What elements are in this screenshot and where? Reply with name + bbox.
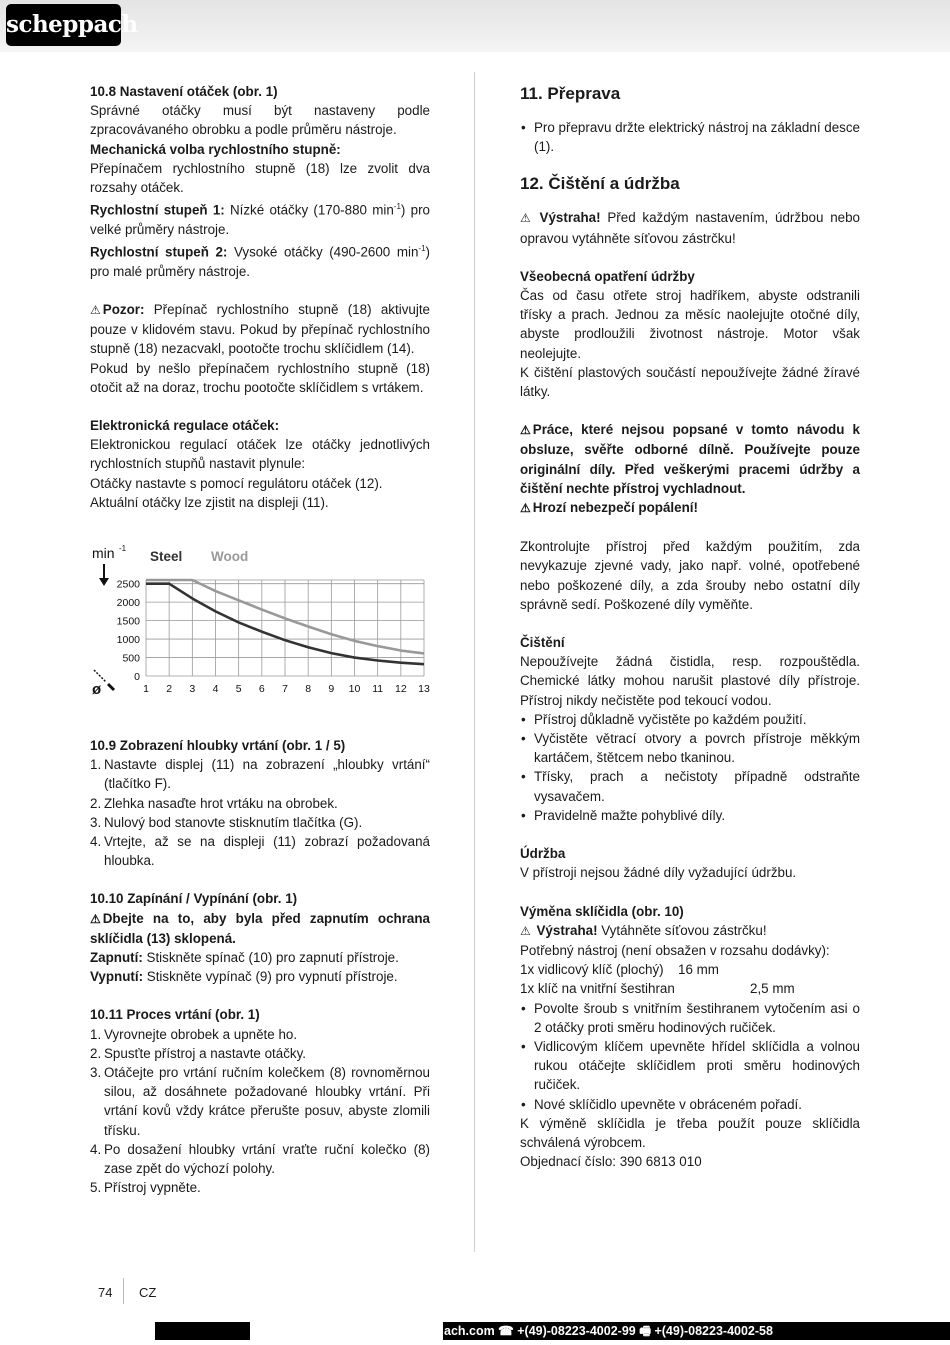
subheading: Údržba [520,846,566,862]
label: Rychlostní stupeň 1: [90,202,225,218]
paragraph: Aktuální otáčky lze zjistit na displeji (11). [90,494,329,510]
superscript: -1 [393,202,401,212]
text: Vysoké otáčky (490-2600 min [227,244,419,260]
right-column [520,82,860,1171]
y-tick-label: 1500 [116,615,140,628]
subheading: Elektronická regulace otáček: [90,417,280,433]
list-item: 4. Vrtejte, až se na displeji (11) zobrazí požadovaná hloubka. [90,834,430,869]
paragraph: Zapnutí: Stiskněte spínač (10) pro zapnutí přístroje. [90,950,399,966]
subheading: Výměna sklíčidla (obr. 10) [520,903,684,919]
x-tick-label: 12 [394,683,407,695]
y-tick-label: 500 [122,652,140,665]
warning-icon: ⚠ [520,501,531,516]
y-axis-label: min [92,545,115,561]
page-header [0,0,950,52]
list-item: 3. Nulový bod stanovte stisknutím tlačítka (G). [90,814,363,830]
legend-label-steel: Steel [150,549,183,564]
x-tick-label: 6 [258,683,265,695]
warning-icon: ⚠ [520,423,531,438]
bullet-list [520,999,860,1114]
page-number: 74 [98,1285,113,1300]
paragraph: K čištění plastových součástí nepoužívejte žádné žíravé látky. [520,364,860,400]
section-heading: 11. Přeprava [520,84,621,103]
warning-icon: ⚠ [90,911,101,926]
warning-paragraph: ⚠ Hrozí nebezpečí popálení! [520,498,860,518]
chart-svg [90,544,440,724]
numbered-list [90,755,430,870]
section-heading: 12. Čištění a údržba [520,174,680,194]
paragraph [90,197,430,239]
warning-paragraph: ⚠ Výstraha! Vytáhněte síťovou zástrčku! [520,921,860,941]
list-item: • Vyčistěte větrací otvory a povrch přístroje měkkým kartáčem, štětcem nebo tkaninou. [520,729,860,767]
subheading: Mechanická volba rychlostního stupně: [90,141,341,157]
list-item: • Pro přepravu držte elektrický nástroj na základní desce (1). [520,118,860,156]
x-tick-label: 9 [328,683,335,695]
warning-paragraph: ⚠ Dbejte na to, aby byla před zapnutím ochrana sklíčidla (13) sklopená. [90,910,430,946]
subheading: Všeobecná opatření údržby [520,268,695,284]
bar-gap [0,1322,155,1340]
column-divider [474,72,475,1252]
x-tick-label: 5 [235,683,242,695]
y-axis-label-sup: -1 [119,544,127,553]
text: Nízké otáčky (170-880 min [224,202,394,218]
bar-gap [250,1322,443,1340]
paragraph: Zkontrolujte přístroj před každým použitím, zda nevykazuje zjevné vady, jako např. volné, opotřebené nebo poškozené díly, a zda šrouby nebo ostatní díly správně sedí. Poškozené díly vyměňte. [520,539,860,612]
paragraph: Elektronickou regulací otáček lze otáčky jednotlivých rychlostních stupňů nastavit plynule: [90,437,430,472]
list-item: • Povolte šroub s vnitřním šestihranem vytočením asi o 2 otáčky proti směru hodinových ručiček. [520,999,860,1037]
warning-icon: ⚠ [520,923,531,938]
superscript: -1 [418,244,426,254]
paragraph: K výměně sklíčidla je třeba použít pouze sklíčidla schválená výrobcem. [520,1115,860,1150]
text: ) pro malé průměry nástroje. [90,244,430,279]
x-tick-label: 11 [372,683,384,695]
warning-icon: ⚠ [90,302,101,317]
bullet-list [520,710,860,825]
x-tick-label: 10 [348,683,361,695]
label: Pozor: [102,301,145,317]
y-tick-label: 2000 [116,597,140,610]
x-axis-label: ø [92,681,102,698]
legend-label-wood: Wood [211,549,249,564]
paragraph: Správné otáčky musí být nastaveny podle zpracovávaného obrobku a podle průměru nástroje. [90,103,430,138]
paragraph [90,239,430,281]
paragraph: Přepínačem rychlostního stupně (18) lze zvolit dva rozsahy otáček. [90,160,430,196]
x-tick-label: 1 [143,683,149,695]
contact-text: ach.com ☎ +(49)-08223-4002-99 🖷 +(49)-08223-4002-58 [444,1324,773,1338]
paragraph: Nepoužívejte žádná čistidla, resp. rozpouštědla. Chemické látky mohou narušit plastové díly přístroje. Přístroj nikdy nečistěte pod tekoucí vodou. [520,654,860,708]
bullet-list [520,118,860,156]
x-tick-label: 7 [282,683,288,695]
list-item: 2. Zlehka nasaďte hrot vrtáku na obrobek. [90,795,338,811]
list-item: • Přístroj důkladně vyčistěte po každém použití. [520,710,860,729]
list-item: • Vidlicovým klíčem upevněte hřídel sklíčidla a volnou rukou otáčejte sklíčidlem proti směru hodinových ručiček. [520,1037,860,1095]
paragraph: Čas od času otřete stroj hadříkem, abyste odstranili třísky a prach. Jednou za měsíc naolejujte otočné díly, abyste prodloužili životnost nástroje. Motor však neolejujte. [520,288,860,361]
footer-divider [123,1278,124,1304]
section-title: 10.8 Nastavení otáček (obr. 1) [90,84,278,99]
paragraph [90,300,430,359]
label: Rychlostní stupeň 2: [90,244,228,260]
list-item: 5. Přístroj vypněte. [90,1180,201,1196]
language-code: CZ [139,1285,157,1300]
x-tick-label: 4 [212,683,219,695]
tool-line: 1x klíč na vnitřní šestihran 2,5 mm [520,981,795,997]
paragraph: Objednací číslo: 390 6813 010 [520,1154,702,1170]
paragraph: Potřebný nástroj (není obsažen v rozsahu dodávky): [520,942,830,958]
y-tick-label: 2500 [116,578,140,591]
brand-logo: scheppach [6,4,121,46]
paragraph: Otáčky nastavte s pomocí regulátoru otáček (12). [90,475,383,491]
arrow-head [99,578,109,586]
list-item: • Třísky, prach a nečistoty případně odstraňte vysavačem. [520,767,860,805]
speed-chart [90,544,440,724]
text: Přepínač rychlostního stupně (18) aktivujte pouze v klidovém stavu. Pokud by přepínač rychlostního stupně (18) nezacvakl, pootočte trochu sklíčidlem (14). [90,301,430,357]
paragraph: Vypnutí: Stiskněte vypínač (9) pro vypnutí přístroje. [90,969,398,985]
y-tick-label: 0 [134,671,140,683]
section-title: 10.10 Zapínání / Vypínání (obr. 1) [90,891,298,907]
x-tick-label: 3 [189,683,196,695]
list-item: 1. Vyrovnejte obrobek a upněte ho. [90,1026,298,1042]
tool-line: 1x vidlicový klíč (plochý) 16 mm [520,962,719,978]
text: ) pro velké průměry nástroje. [90,202,430,237]
contact-bar [0,1322,950,1340]
x-tick-label: 8 [305,683,312,695]
drill-icon-tip [108,684,114,690]
warning-paragraph: ⚠ Výstraha! Před každým nastavením, údržbou nebo opravou vytáhněte síťovou zástrčku! [520,210,860,246]
warning-icon: ⚠ [520,211,531,226]
list-item: • Pravidelně mažte pohyblivé díly. [520,806,860,825]
warning-paragraph: ⚠ Práce, které nejsou popsané v tomto návodu k obsluze, svěřte odborné dílně. Používejte pouze originální díly. Před veškerými pracemi údržby a čištění nechte přístroj vychladnout. [520,422,860,496]
left-column [90,82,430,1197]
section-title: 10.9 Zobrazení hloubky vrtání (obr. 1 / 5) [90,738,346,753]
x-tick-label: 13 [418,683,430,695]
list-item: 2. Spusťte přístroj a nastavte otáčky. [90,1045,307,1061]
paragraph: V přístroji nejsou žádné díly vyžadující údržbu. [520,865,797,881]
paragraph: Pokud by nešlo přepínačem rychlostního stupně (18) otočit až na doraz, trochu pootočte sklíčidlem s vrtákem. [90,360,430,395]
y-tick-label: 1000 [116,634,140,647]
list-item: • Nové sklíčidlo upevněte v obráceném pořadí. [520,1095,860,1114]
x-tick-label: 2 [166,683,173,695]
list-item: 3. Otáčejte pro vrtání ručním kolečkem (8) rovnoměrnou silou, až dosáhnete požadované hloubky vrtání. Při vrtání kovů vždy krátce přerušte posuv, abyste zlomili třísku. [90,1065,430,1138]
subheading: Čištění [520,635,565,651]
list-item: 1. Nastavte displej (11) na zobrazení „hloubky vrtání“ (tlačítko F). [90,757,430,792]
section-title: 10.11 Proces vrtání (obr. 1) [90,1007,260,1023]
numbered-list [90,1025,430,1198]
list-item: 4. Po dosažení hloubky vrtání vraťte ruční kolečko (8) zase zpět do výchozí polohy. [90,1141,430,1177]
